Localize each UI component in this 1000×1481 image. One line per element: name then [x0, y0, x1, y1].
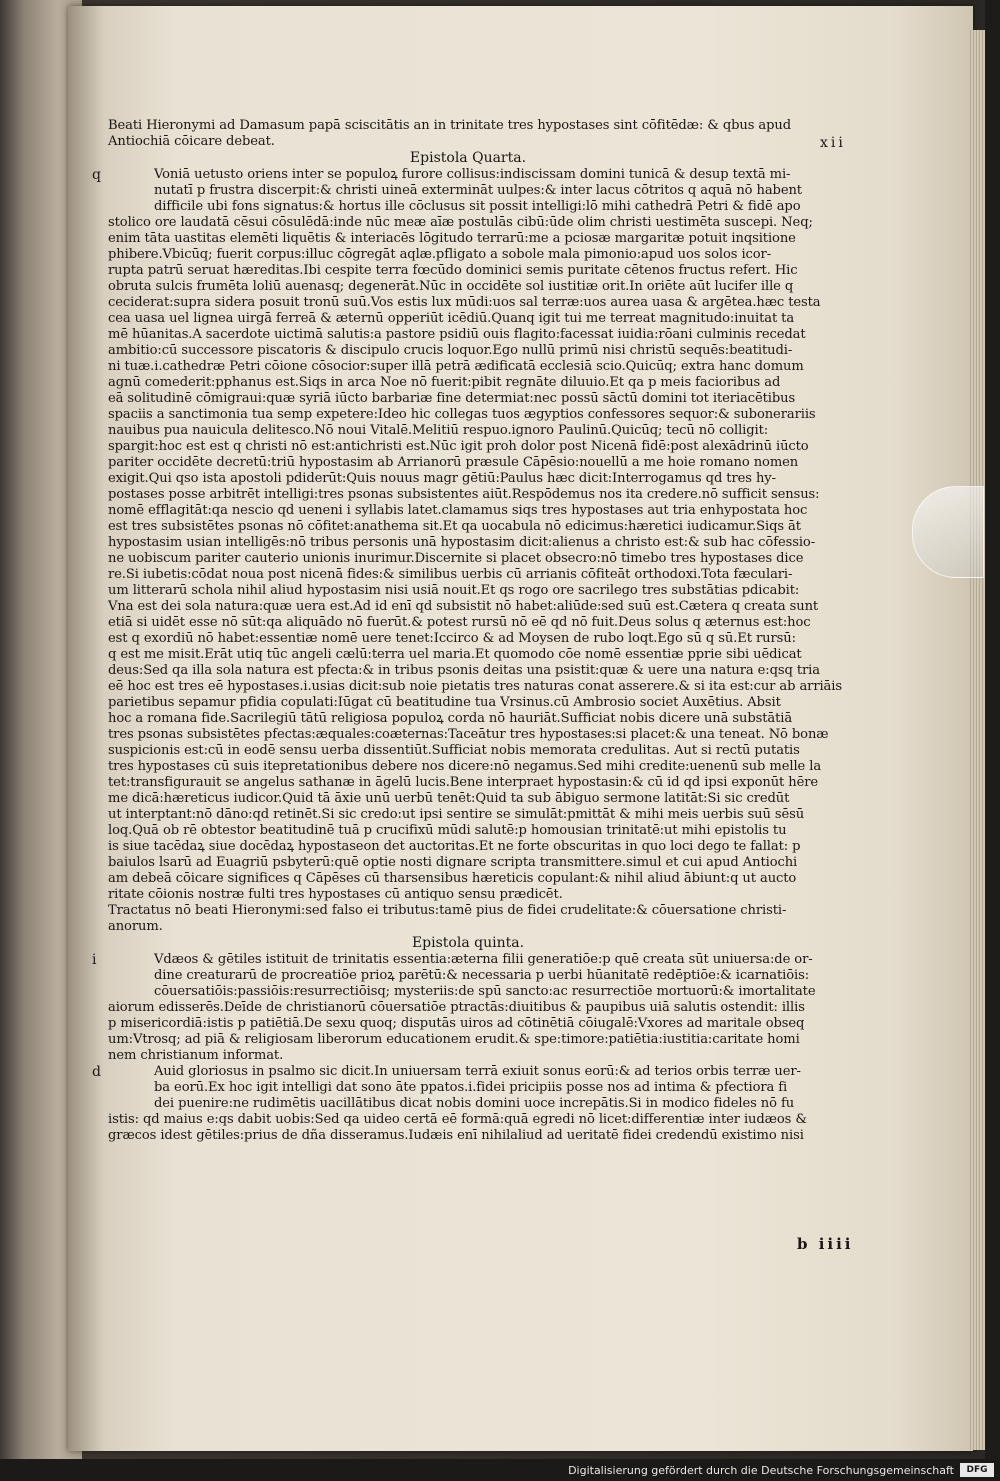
text-line: ba eorū.Ex hoc igit intelligi dat sono āte ppatos.i.fidei pricipiis posse nos ad intima & pfectiora fi [154, 1080, 788, 1095]
footer-bar [0, 1459, 1000, 1481]
text-line: deus:Sed qa illa sola natura est pfecta:& in tribus psonis deitas una psistit:quæ & uere una natura e:qsq tria [108, 663, 820, 678]
dfg-logo: DFG [960, 1463, 994, 1477]
text-line: ritate cōionis nostræ fulti tres hypostases cū antiquo sensu prædicēt. [108, 887, 563, 902]
text-line: tres psonas subsistētes pfectas:æquales:coæternas:Taceātur tres hypostases:si placet:& una teneat. Nō bonæ [108, 727, 829, 742]
text-line: Vna est dei sola natura:quæ uera est.Ad id enī qd subsistit nō habet:aliūde:sed suū est.Cætera q creata sunt [108, 599, 819, 614]
text-line: spargit:hoc est est q christi nō est:antichristi est.Nūc igit proh dolor post Nicenā fidē:post alexādrinū iūcto [108, 439, 809, 454]
signature-mark: b iiii [797, 1235, 854, 1253]
text-line: ut interptant:nō dāno:qd retinēt.Si sic credo:ut ipsi sentire se simulāt:pmittāt & mihi meis uerbis suū sēsū [108, 807, 805, 822]
summary-body [92, 952, 828, 1064]
text-line: Beati Hieronymi ad Damasum papā sciscitātis an in trinitate tres hypostases sint cōfitēdæ: & qbus apud [108, 118, 792, 133]
text-line: cōuersatiōis:passiōis:resurrectiōisq; mysteriis:de spū sancto:ac resurrectiōe mortuorū:& imortalitate [154, 984, 816, 999]
text-line: cea uasa uel lignea uirgā ferreā & æternū opperiūt icēdiū.Quanq igit tui me terreat magnitudo:inuitat ta [108, 311, 795, 326]
text-line: ni tuæ.i.cathedræ Petri cōione cōsocior:super illā petrā ædificatā ecclesiā scio.Quicūq; extra hanc domum [108, 359, 804, 374]
letter-body-2 [92, 1064, 828, 1144]
text-line: tet:transfigurauit se angelus sathanæ in āgelū lucis.Bene interpraet hypostasin:& cū id qd ipsi exponūt hēre [108, 775, 819, 790]
text-line: me dicā:hæreticus iudicor.Quid tā āxie unū uerbū tenēt:Quid ta sub ābiguo sermone latitāt:Si sic credūt [108, 791, 790, 806]
letter-heading [108, 118, 828, 150]
text-line: dei puenire:ne rudimētis uacillātibus dicat nobis domini uoce increpātis.Si in modico fideles nō fu [154, 1096, 795, 1111]
text-line: dine creaturarū de procreatiōe prioꝝ parētū:& necessaria p uerbi hūanitatē redēptiōe:& icarnatiōis: [154, 968, 810, 983]
text-line: postases posse arbitrēt intelligi:tres psonas subsistentes aiūt.Respōdemus nos ita credere.nō sufficit sensus: [108, 487, 820, 502]
text-line: etiā si uidēt esse nō sūt:qa aliquādo nō fuerūt.& potest rursū nō eē qd nō fuit.Deus solus q æternus est:hoc [108, 615, 811, 630]
text-line: d Auid gloriosus in psalmo sic dicit.In uniuersam terrā exiuit sonus eorū:& ad terios orbis terræ uer- [92, 1064, 801, 1080]
text-line: istis: qd maius e:qs dabit uobis:Sed qa uideo certā eē formā:quā egredi nō licet:differentiæ inter iudæos & [108, 1112, 807, 1127]
text-line: mē hūanitas.A sacerdote uictimā salutis:a pastore psidiū ouis flagito:facessat iuidia:rōani culminis recedat [108, 327, 806, 342]
text-line: stolico ore laudatā cēsui cōsulēdā:inde nūc meæ aīæ postulās cibū:ūde olim christi uestimēta suscepi. Neq; [108, 215, 813, 230]
text-line: suspicionis est:cū in eodē sensu uerba dissentiūt.Sufficiat nobis memorata credulitas. Aut si rectū putatis [108, 743, 800, 758]
text-line: phibere.Vbicūq; fuerit corpus:illuc cōgregāt aqlæ.pfligato a sobole mala pimonio:apud uos solos icor- [108, 247, 772, 262]
text-line: um litterarū schola nihil aliud hypostasim nisi usiā nouit.Et qs rogo ore sacrilego tres substātias pdicabit: [108, 583, 800, 598]
text-line: græcos idest gētiles:prius de dña disseramus.Iudæis enī nihilaliud ad ueritatē fidei credendū existimo nisi [108, 1128, 804, 1143]
text-line: q est me misit.Erāt utiq tūc angeli cælū:terra uel maria.Et quomodo cōe nomē essentiæ pprie sibi uēdicat [108, 647, 802, 662]
section-title-1: Epistola Quarta. [409, 150, 527, 166]
text-line: am debeā cōicare significes q Cāpēses cū tharsensibus hæreticis copulant:& nihil aliud ābiunt:q ut aucto [108, 871, 797, 886]
text-line: anorum. [108, 919, 163, 934]
dropcap-letter: q [92, 167, 101, 183]
text-line: est q exordiū nō habet:essentiæ nomē uere tenet:Iccirco & ad Moysen de rubo loqt.Ego sū q sū.Et rursū: [108, 631, 796, 646]
text-line: q Voniā uetusto oriens inter se populoꝝ furore collisus:indiscissam domini tunicā & desup textā mi- [92, 167, 791, 183]
text-line: hoc a romana fide.Sacrilegiū tātū religiosa populoꝝ corda nō hauriāt.Sufficiat nobis dicere unā substātiā [108, 711, 793, 726]
text-line: Tractatus nō beati Hieronymi:sed falso ei tributus:tamē pius de fidei crudelitate:& cōuersatione christi- [108, 903, 787, 918]
right-border [985, 0, 1000, 1481]
text-line: spaciis a sanctimonia tua semp expetere:Ideo hic collegas tuos ægyptios confessores sequor:& subonerariis [108, 407, 816, 422]
text-line: nauibus pua nauicula delitesco.Nō noui Vitalē.Melitiū respuo.ignoro Paulinū.Quicūq; tecū nō colligit: [108, 423, 769, 438]
text-line: ambitio:cū successore piscatoris & discipulo crucis loquor.Ego nullū primū nisi christū sequēs:beatitudi- [108, 343, 793, 358]
text-line: is siue tacēdaꝝ siue docēdaꝝ hypostaseon det auctoritas.Et ne forte obscuritas in quo loci dego te fallat: p [108, 839, 801, 854]
text-line: ne uobiscum pariter cauterio unionis inurimur.Discernite si placet obsecro:nō timebo tres hypostases dice [108, 551, 804, 566]
letter-body-1 [92, 167, 842, 903]
section-title-2: Epistola quinta. [411, 935, 525, 951]
tract-heading [108, 903, 828, 935]
text-line: difficile ubi fons signatus:& hortus ille cōclusus sit possit intelligi:lō mihi cathedrā Petri & fidē apo [154, 199, 801, 214]
text-line: obruta sulcis frumēta loliū auenasq; degenerāt.Nūc in occidēte sol iustitiæ orit.In oriēte aūt lucifer ille q [108, 279, 794, 294]
text-line: nutatī p frustra discerpit:& christi uineā extermināt uulpes:& inter lacus cōtritos q aquā nō habent [154, 183, 802, 198]
text-line: Antiochiā cōicare debeat. [108, 134, 275, 149]
text-line: um:Vtrosq; ad piā & religiosam liberorum educationem erudit.& spe:timore:patiētia:iustitia:caritate homi [108, 1032, 800, 1047]
text-line: nomē efflagitāt:qa nescio qd ueneni i syllabis latet.clamamus siqs tres hypostases aut tria enhypostata hoc [108, 503, 808, 518]
text-line: enim tāta uastitas elemēti liquētis & interiacēs lōgitudo terrarū:me a pciosæ margaritæ potuit inqsitione [108, 231, 796, 246]
text-line: re.Si iubetis:cōdat noua post nicenā fides:& similibus uerbis cū arrianis cōfiteāt orthodoxi.Tota fæculari- [108, 567, 793, 582]
text-line: ceciderat:supra sidera posuit tronū suū.Vos estis lux mūdi:uos sal terræ:uos aurea uasa & argētea.hæc testa [108, 295, 821, 310]
text-line: p misericordiā:istis p patiētiā.De sexu quoq; disputās uiros ad cōtinētiā cōiugalē:Vxores ad maritale obseq [108, 1016, 805, 1031]
text-line: hypostasim usian intelligēs:nō tribus personis unā hypostasim dicit:alienus a christo est:& sub hac cōfessio- [108, 535, 816, 550]
text-line: agnū comederit:pphanus est.Siqs in arca Noe nō fuerit:pibit regnāte diluuio.Et qa p meis facioribus ad [108, 375, 781, 390]
text-line: baiulos lsarū ad Euagriū psbyterū:quē optie nosti dignare scripta transmittere.simul et cui apud Antiochi [108, 855, 798, 870]
folio-number: xii [820, 135, 846, 151]
text-line: nem christianum informat. [108, 1048, 284, 1063]
text-line: pariter occidēte decretū:triū hypostasim ab Arrianorū præsule Cāpēsio:nouellū a me hoie romano nomen [108, 455, 799, 470]
footer-credit: Digitalisierung gefördert durch die Deutsche Forschungsgemeinschaft [568, 1464, 954, 1477]
dropcap-letter: d [92, 1064, 101, 1080]
text-line: tres hypostases cū suis itepretationibus debere nos dicere:nō negamus.Sed mihi credite:uenenū sub melle la [108, 759, 822, 774]
text-line: loq.Quā ob rē obtestor beatitudinē tuā p crucifixū mūdi salutē:p homousian trinitatē:ut mihi epistolis tu [108, 823, 787, 838]
text-line: est tres subsistētes psonas nō cōfitet:anathema sit.Et qa uocabula nō edicimus:hæretici iudicamur.Siqs āt [108, 519, 801, 534]
text-line: exigit.Qui qso ista apostoli pdiderūt:Quis nouus magr gētiū:Paulus hæc dicit:Interrogamus qd tres hy- [108, 471, 776, 486]
text-line: eā solitudinē cōmigraui:quæ syriā iūcto barbariæ fine determiat:nec possū sāctū domini tot iteriacētibus [108, 391, 796, 406]
text-line: i Vdæos & gētiles istituit de trinitatis essentia:æterna filii generatiōe:p quē creata sūt uniuersa:de or- [92, 952, 813, 968]
text-line: parietibus sepamur pfidia copulati:Iūgat cū beatitudine tua Vrsinus.cū Ambrosio societ Auxētius. Absit [108, 695, 781, 710]
text-line: rupta patrū seruat hæreditas.Ibi cespite terra fœcūdo dominici semis puritate cētenos fructus refert. Hic [108, 263, 798, 278]
text-line: aiorum edisserēs.Deīde de christianorū cōuersatiōe ptractās:diuitibus & paupibus uiā salutis ostendit: illis [108, 1000, 805, 1015]
dropcap-letter: i [92, 952, 97, 968]
text-line: eē hoc est tres eē hypostases.i.usias dicit:sub noie pietatis tres naturas conat asserere.& si ita est:cur ab arriāis [108, 679, 842, 694]
